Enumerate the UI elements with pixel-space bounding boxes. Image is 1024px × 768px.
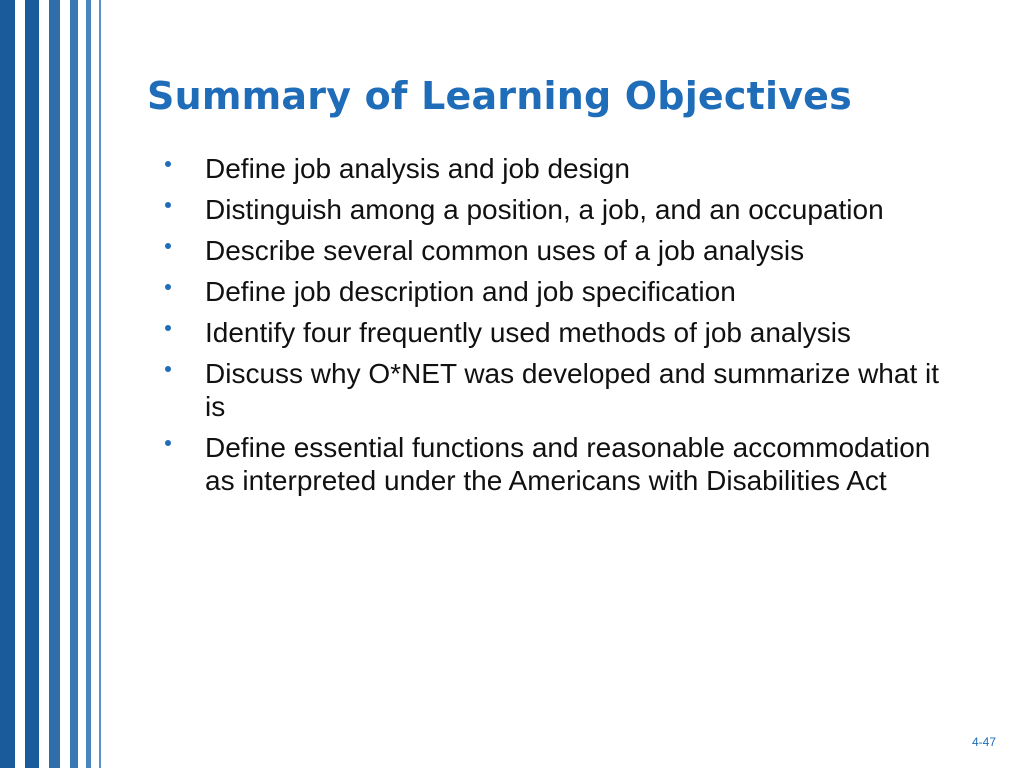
objective-text: Define essential functions and reasonable accommodation as interpreted under the Americans with Disabilities Act [205, 432, 931, 496]
list-item [165, 316, 965, 349]
list-item [165, 431, 965, 497]
objective-text: Discuss why O*NET was developed and summarize what it is [205, 358, 940, 422]
slide-title: Summary of Learning Objectives [147, 74, 852, 118]
decorative-stripe [49, 0, 60, 768]
objective-text: Define job description and job specification [205, 276, 736, 307]
bullet-icon [165, 243, 171, 249]
objectives-list [165, 152, 965, 505]
bullet-icon [165, 161, 171, 167]
page-number: 4-47 [972, 735, 997, 749]
list-item [165, 152, 965, 185]
bullet-icon [165, 366, 171, 372]
decorative-stripe [25, 0, 39, 768]
objective-text: Identify four frequently used methods of job analysis [205, 317, 851, 348]
decorative-stripe [70, 0, 78, 768]
bullet-icon [165, 325, 171, 331]
bullet-icon [165, 202, 171, 208]
bullet-icon [165, 440, 171, 446]
decorative-stripe [0, 0, 15, 768]
objective-text: Describe several common uses of a job analysis [205, 235, 805, 266]
bullet-icon [165, 284, 171, 290]
list-item [165, 234, 965, 267]
list-item [165, 357, 965, 423]
list-item [165, 193, 965, 226]
list-item [165, 275, 965, 308]
objective-text: Define job analysis and job design [205, 153, 630, 184]
objective-text: Distinguish among a position, a job, and an occupation [205, 194, 884, 225]
decorative-stripe [86, 0, 91, 768]
decorative-stripe [99, 0, 101, 768]
